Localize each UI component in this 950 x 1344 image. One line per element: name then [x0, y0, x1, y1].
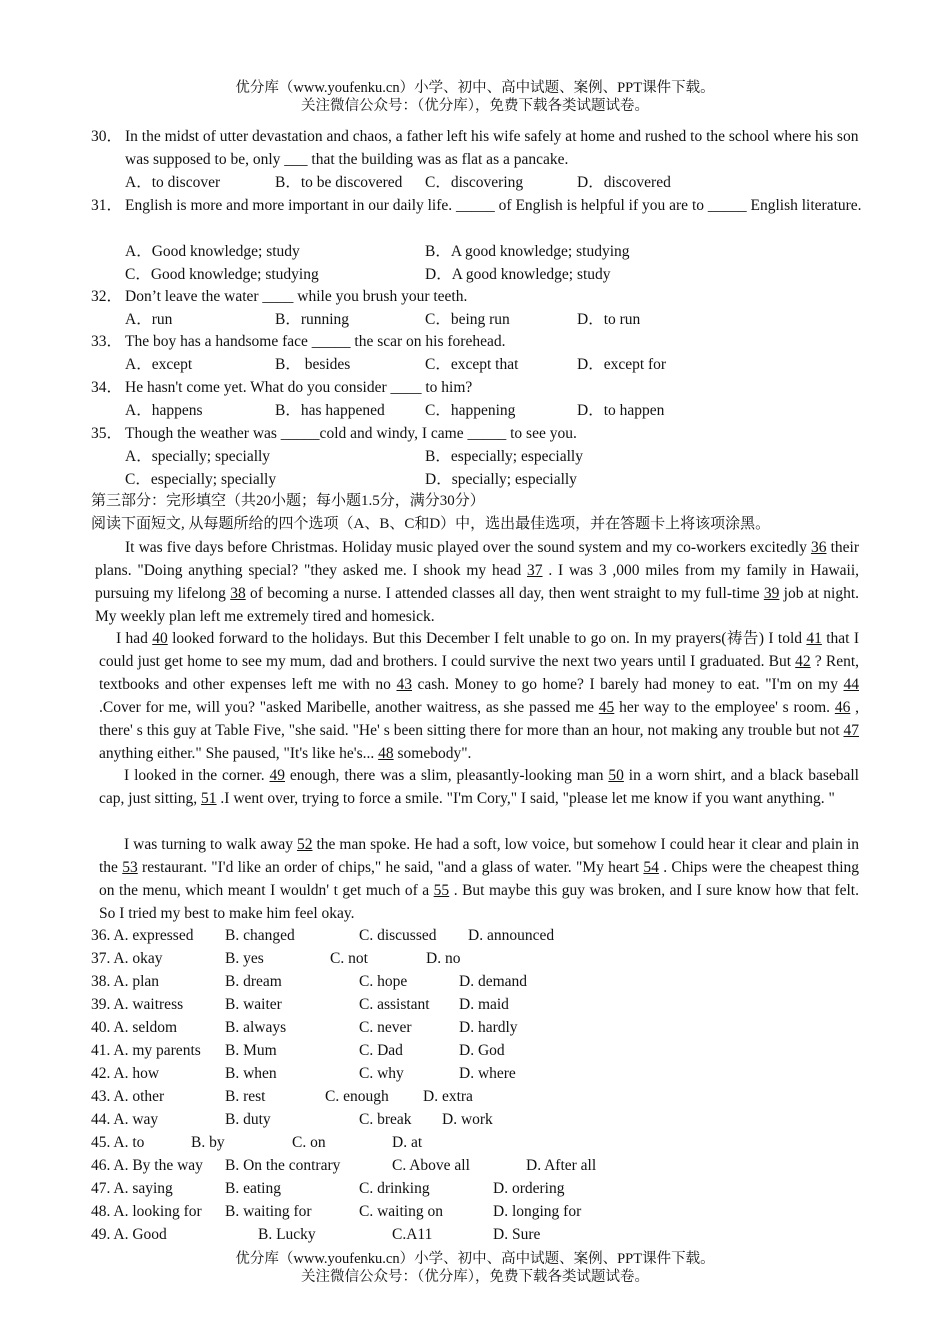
blank-48: 48 — [378, 745, 394, 762]
option-d: D．to happen — [577, 402, 665, 419]
question-34 — [0, 376, 950, 422]
option-d: D．except for — [577, 356, 667, 373]
passage-paragraph-4: I was turning to walk away 52 the man spoke. He had a soft, low voice, but somehow I could hear it clear and plain in the 53 restaurant. "I'd like an order of chips," he said, "and a glass of water. "My heart 54 . Chips were the cheapest thing on the menu, which meant I wouldn' t get much of a 55 . But maybe this guy was broken, and I sure know how that felt. So I tried my best to make him feel okay. — [99, 836, 859, 922]
choice-row-39: 39. A. waitress B. waiter C. assistant D. maid — [91, 996, 509, 1013]
option-a: A．to discover — [125, 174, 221, 191]
option-c: C．except that — [425, 356, 519, 373]
option-b: B．has happened — [275, 402, 385, 419]
question-number: 34． — [91, 379, 123, 396]
blank-50: 50 — [608, 767, 624, 784]
passage-paragraph-1: It was five days before Christmas. Holiday music played over the sound system and my co-workers excitedly 36 their plans. "Doing anything special? "they asked me. I shook my head 37 . I was 3 ,000 miles from my family in Hawaii, pursuing my lifelong 38 of becoming a nurse. I attended classes all day, then went straight to my full-time 39 job at night. My weekly plan left me extremely tired and homesick. — [95, 539, 860, 625]
option-c: C．Good knowledge; studying — [125, 266, 319, 283]
blank-38: 38 — [230, 585, 246, 602]
section-title: 第三部分：完形填空（共20小题；每小题1.5分，满分30分） — [91, 493, 485, 509]
choice-row-36: 36. A. expressed B. changed C. discussed D. announced — [91, 927, 555, 944]
question-stem: The boy has a handsome face _____ the scar on his forehead. — [125, 333, 506, 350]
question-stem: Don’t leave the water ____ while you brush your teeth. — [125, 288, 468, 305]
choice-row-40: 40. A. seldom B. always C. never D. hardly — [91, 1019, 518, 1036]
blank-54: 54 — [643, 859, 659, 876]
blank-49: 49 — [269, 767, 285, 784]
footer-line-1: 优分库（www.youfenku.cn）小学、初中、高中试题、案例、PPT课件下载。 — [235, 1251, 715, 1267]
question-number: 33． — [91, 333, 123, 350]
question-32 — [0, 285, 950, 331]
choice-row-46: 46. A. By the way B. On the contrary C. Above all D. After all — [91, 1157, 597, 1174]
option-c: C．discovering — [425, 174, 524, 191]
blank-52: 52 — [296, 836, 313, 853]
blank-46: 46 — [834, 699, 851, 716]
option-c: C．especially; specially — [125, 471, 277, 488]
option-b: B．running — [275, 311, 350, 328]
question-31 — [0, 194, 950, 286]
option-b: B．to be discovered — [275, 174, 403, 191]
choice-row-38: 38. A. plan B. dream C. hope D. demand — [91, 973, 528, 990]
blank-42: 42 — [795, 653, 811, 670]
question-33 — [0, 330, 950, 376]
option-a: A．Good knowledge; study — [125, 243, 300, 260]
section-instruction: 阅读下面短文, 从每题所给的四个选项（A、B、C和D）中，选出最佳选项，并在答题卡上将该项涂黑。 — [91, 516, 771, 532]
question-number: 31． — [91, 197, 123, 214]
question-number: 35． — [91, 425, 123, 442]
option-d: D．discovered — [577, 174, 671, 191]
blank-36: 36 — [810, 539, 827, 556]
choice-row-47: 47. A. saying B. eating C. drinking D. ordering — [91, 1180, 565, 1197]
header-line-2: 关注微信公众号：（优分库），免费下载各类试题试卷。 — [301, 98, 649, 114]
option-b: B．A good knowledge; studying — [425, 243, 630, 260]
page-footer — [0, 1250, 950, 1286]
choice-row-37: 37. A. okay B. yes C. not D. no — [91, 950, 461, 967]
choice-row-44: 44. A. way B. duty C. break D. work — [91, 1111, 493, 1128]
option-a: A．specially; specially — [125, 448, 271, 465]
option-a: A．happens — [125, 402, 203, 419]
footer-line-2: 关注微信公众号：（优分库），免费下载各类试题试卷。 — [301, 1269, 649, 1285]
question-number: 30． — [91, 128, 123, 145]
option-c: C．being run — [425, 311, 510, 328]
option-d: D．A good knowledge; study — [425, 266, 611, 283]
blank-41: 41 — [806, 630, 822, 647]
option-b: B．especially; especially — [425, 448, 583, 465]
blank-44: 44 — [843, 676, 859, 693]
question-stem: Though the weather was _____cold and windy, I came _____ to see you. — [125, 425, 577, 442]
question-stem: English is more and more important in our daily life. _____ of English is helpful if you are to _____ English literature. — [125, 197, 862, 214]
option-d: D．specially; especially — [425, 471, 577, 488]
choice-row-48: 48. A. looking for B. waiting for C. waiting on D. longing for — [91, 1203, 582, 1220]
choice-row-41: 41. A. my parents B. Mum C. Dad D. God — [91, 1042, 505, 1059]
option-d: D．to run — [577, 311, 641, 328]
blank-53: 53 — [122, 859, 138, 876]
choice-row-45: 45. A. to B. by C. on D. at — [91, 1134, 423, 1151]
blank-43: 43 — [396, 676, 412, 693]
passage-paragraph-3: I looked in the corner. 49 enough, there was a slim, pleasantly-looking man 50 in a worn shirt, and a black baseball cap, just sitting, 51 .I went over, trying to force a smile. "I'm Cory," I said, "please let me know if you want anything. " — [99, 767, 859, 807]
passage-paragraph-2: I had 40 looked forward to the holidays. But this December I felt unable to go on. In my prayers(祷告) I told 41 that I could just get home to see my mum, dad and brothers. I could survive the next two years until I graduated. But 42 ? Rent, textbooks and other expenses left me with no 43 cash. Money to go home? I barely had money to eat. "I'm on my 44 .Cover for me, will you? "asked Maribelle, another waitress, as she passed me 45 her way to the employee' s room. 46 , there' s this guy at Table Five, "she said. "He' s been sitting there for more than an hour, not making any trouble but not 47 anything either." She paused, "It's like he's... 48 somebody". — [99, 630, 860, 762]
question-stem: In the midst of utter devastation and chaos, a father left his wife safely at home and rushed to the school where his son was supposed to be, only ___ that the building was as flat as a pancake. — [125, 128, 859, 168]
option-b: B． besides — [275, 356, 351, 373]
blank-47: 47 — [843, 722, 859, 739]
question-35 — [0, 422, 950, 491]
choice-row-43: 43. A. other B. rest C. enough D. extra — [91, 1088, 473, 1105]
blank-40: 40 — [152, 630, 168, 647]
choice-row-42: 42. A. how B. when C. why D. where — [91, 1065, 516, 1082]
page-header — [0, 79, 950, 115]
blank-39: 39 — [763, 585, 780, 602]
option-a: A．except — [125, 356, 193, 373]
choice-row-49: 49. A. Good B. Lucky C.A11 D. Sure — [91, 1226, 541, 1243]
question-30 — [0, 125, 950, 195]
question-number: 32． — [91, 288, 123, 305]
blank-37: 37 — [527, 562, 543, 579]
option-a: A．run — [125, 311, 173, 328]
header-line-1: 优分库（www.youfenku.cn）小学、初中、高中试题、案例、PPT课件下载。 — [235, 80, 715, 96]
blank-55: 55 — [433, 882, 450, 899]
option-c: C．happening — [425, 402, 516, 419]
blank-45: 45 — [598, 699, 615, 716]
blank-51: 51 — [201, 790, 217, 807]
question-stem: He hasn't come yet. What do you consider ____ to him? — [125, 379, 473, 396]
